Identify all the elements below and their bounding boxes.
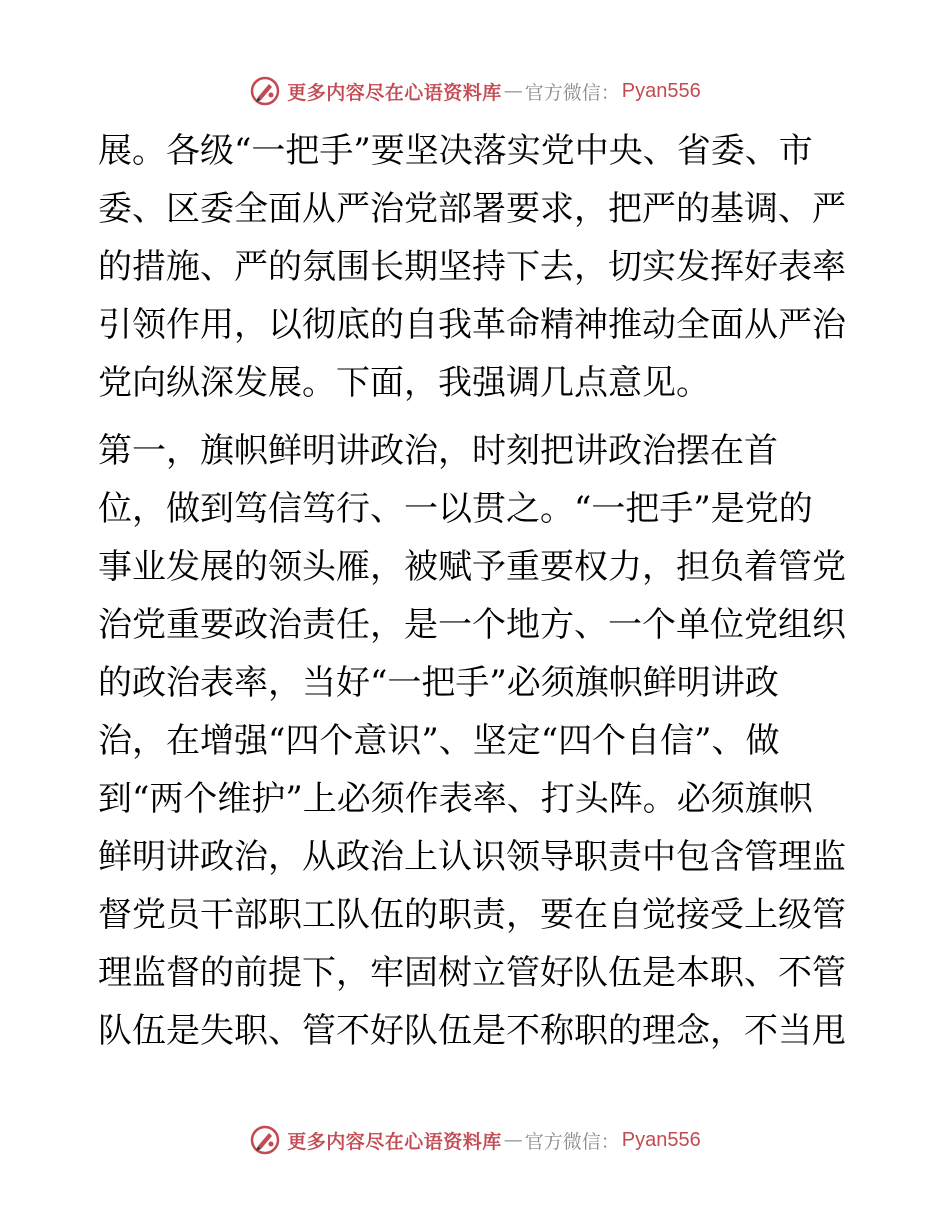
document-body [98, 122, 858, 1060]
banner-dash: — [503, 80, 523, 102]
banner-title: 更多内容尽在心语资料库 [287, 81, 502, 104]
banner-wechat-handle: Pyan556 [621, 79, 701, 102]
body-line: 引领作用，以彻底的自我革命精神推动全面从严治 [98, 305, 846, 345]
body-line: 委、区委全面从严治党部署要求，把严的基调、严 [98, 189, 846, 229]
body-line: 事业发展的领头雁，被赋予重要权力，担负着管党 [98, 547, 846, 587]
body-line: 理监督的前提下，牢固树立管好队伍是本职、不管 [98, 953, 846, 993]
banner-title: 更多内容尽在心语资料库 [287, 1130, 502, 1153]
banner-dash: — [503, 1129, 523, 1151]
pen-logo-icon [249, 75, 281, 107]
banner-wechat-label: 官方微信： [524, 81, 620, 104]
body-line: 展。各级“一把手”要坚决落实党中央、省委、市 [98, 131, 813, 171]
body-line: 党向纵深发展。下面，我强调几点意见。 [98, 363, 710, 403]
body-line: 督党员干部职工队伍的职责，要在自觉接受上级管 [98, 895, 846, 935]
body-line: 队伍是失职、管不好队伍是不称职的理念，不当甩 [98, 1011, 846, 1051]
banner-wechat-handle: Pyan556 [621, 1128, 701, 1151]
body-line: 治，在增强“四个意识”、坚定“四个自信”、做 [98, 721, 780, 761]
body-line: 到“两个维护”上必须作表率、打头阵。必须旗帜 [98, 779, 813, 819]
body-line: 治党重要政治责任，是一个地方、一个单位党组织 [98, 605, 846, 645]
body-line: 的政治表率，当好“一把手”必须旗帜鲜明讲政 [98, 663, 779, 703]
body-line: 位，做到笃信笃行、一以贯之。“一把手”是党的 [98, 489, 813, 529]
footer-banner [0, 1120, 950, 1160]
body-line: 的措施、严的氛围长期坚持下去，切实发挥好表率 [98, 247, 846, 287]
pen-logo-icon [249, 1124, 281, 1156]
banner-wechat-label: 官方微信： [524, 1130, 620, 1153]
body-line: 鲜明讲政治，从政治上认识领导职责中包含管理监 [98, 837, 846, 877]
body-line: 第一，旗帜鲜明讲政治，时刻把讲政治摆在首 [98, 431, 778, 471]
header-banner [0, 71, 950, 111]
